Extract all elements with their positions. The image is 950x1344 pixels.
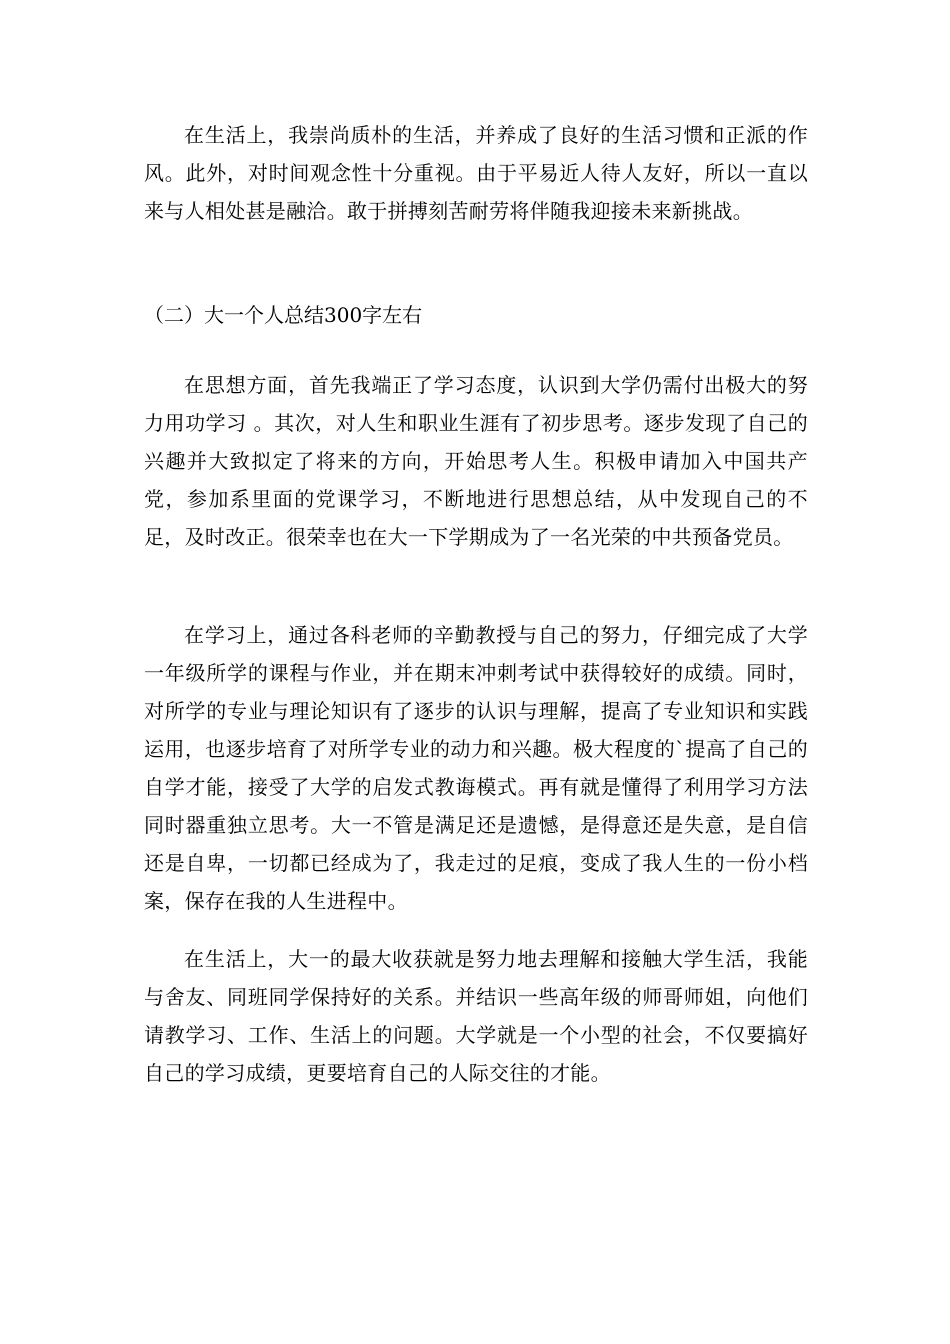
paragraph-life-college: 在生活上，大一的最大收获就是努力地去理解和接触大学生活，我能与舍友、同班同学保持好的关系。并结识一些高年级的师哥师姐，向他们请教学习、工作、生活上的问题。大学就是一个小型的社会，不仅要搞好自己的学习成绩，更要培育自己的人际交往的才能。 (144, 947, 808, 1085)
paragraph-life-intro: 在生活上，我崇尚质朴的生活，并养成了良好的生活习惯和正派的作风。此外，对时间观念性十分重视。由于平易近人待人友好，所以一直以来与人相处甚是融洽。敢于拼搏刻苦耐劳将伴随我迎接未来新挑战。 (144, 123, 808, 223)
paragraph-study: 在学习上，通过各科老师的辛勤教授与自己的努力，仔细完成了大学一年级所学的课程与作业，并在期末冲刺考试中获得较好的成绩。同时，对所学的专业与理论知识有了逐步的认识与理解，提高了专业知识和实践运用，也逐步培育了对所学专业的动力和兴趣。极大程度的`提高了自己的自学才能，接受了大学的启发式教诲模式。再有就是懂得了利用学习方法同时器重独立思考。大一不管是满足还是遗憾，是得意还是失意，是自信还是自卑，一切都已经成为了，我走过的足痕，变成了我人生的一份小档案，保存在我的人生进程中。 (144, 623, 808, 913)
paragraph-thought: 在思想方面，首先我端正了学习态度，认识到大学仍需付出极大的努力用功学习 。其次，对人生和职业生涯有了初步思考。逐步发现了自己的兴趣并大致拟定了将来的方向，开始思考人生。积极申请加入中国共产党，参加系里面的党课学习，不断地进行思想总结，从中发现自己的不足，及时改正。很荣幸也在大一下学期成为了一名光荣的中共预备党员。 (144, 373, 808, 549)
section-heading: （二）大一个人总结300字左右 (144, 303, 423, 327)
